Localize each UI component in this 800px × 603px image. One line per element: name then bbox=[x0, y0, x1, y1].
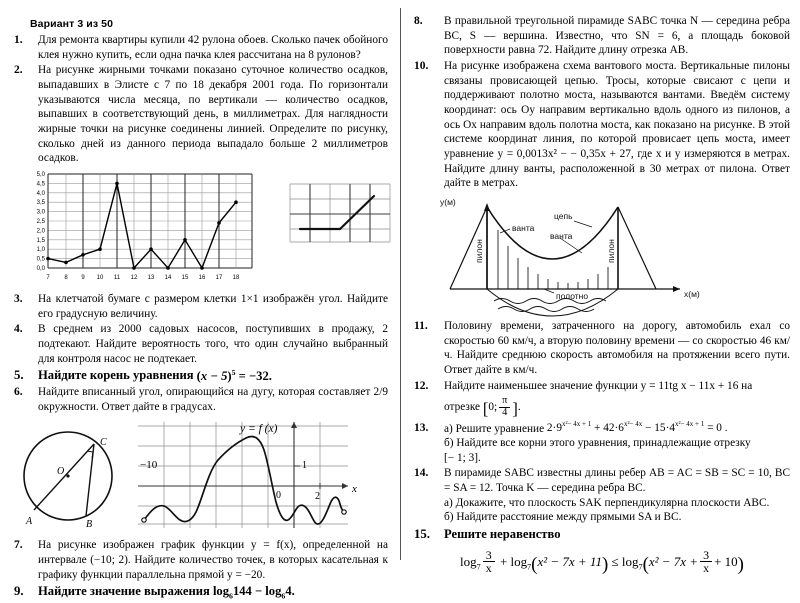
log-arg-2: 4 bbox=[285, 584, 292, 599]
problem-13-b-text: б) Найдите все корни этого уравнения, принадлежащие отрезку bbox=[444, 437, 751, 449]
problem-6 bbox=[14, 385, 388, 414]
problem-13-a-prefix: а) Решите уравнение bbox=[444, 422, 545, 435]
problem-9 bbox=[14, 583, 388, 602]
svg-text:0,5: 0,5 bbox=[36, 256, 45, 263]
tick-label-one: 1 bbox=[302, 460, 307, 472]
ineq-term-3-den: x bbox=[700, 561, 712, 575]
svg-text:2,5: 2,5 bbox=[36, 219, 45, 226]
problem-12 bbox=[414, 379, 790, 420]
chart-data-points bbox=[46, 182, 238, 270]
eq-term-1-exp: x²− 4x + 1 bbox=[561, 420, 592, 429]
problem-13-part-a bbox=[444, 421, 790, 436]
problem-7 bbox=[14, 538, 388, 582]
label-C: C bbox=[100, 437, 107, 449]
eq-term-2-coef: + 42·6 bbox=[594, 422, 624, 435]
bridge-pylon-label-right: пилон bbox=[606, 239, 616, 264]
problem-11-text: Половину времени, затраченного на дорогу, автомобиль ехал со скоростью 60 км/ч, а вторую половину времени — со скоростью 46 км/ч. Найдите среднюю скорость автомобиля на протяжении всего пути. Ответ дайте в км/ч. bbox=[444, 320, 790, 377]
problem-7-number: 7. bbox=[14, 539, 23, 552]
svg-text:3,0: 3,0 bbox=[36, 209, 45, 216]
problem-14-number: 14. bbox=[414, 467, 429, 480]
ineq-frac-num-1: 3 bbox=[485, 547, 492, 562]
problem-8-number: 8. bbox=[414, 15, 423, 27]
svg-text:4,0: 4,0 bbox=[36, 190, 45, 197]
bridge-y-label: y(м) bbox=[440, 197, 456, 208]
ineq-log-1 bbox=[460, 554, 481, 573]
chart-y-labels bbox=[37, 172, 46, 272]
problem-14-text bbox=[444, 466, 790, 525]
problem-5 bbox=[14, 367, 388, 384]
bridge-figure bbox=[432, 193, 790, 317]
problem-8 bbox=[414, 14, 790, 58]
problem-12-second: отрезке bbox=[444, 401, 481, 414]
svg-text:2,0: 2,0 bbox=[36, 228, 45, 235]
svg-text:15: 15 bbox=[181, 275, 189, 282]
ineq-plus: + log bbox=[499, 554, 528, 570]
circle-figure bbox=[14, 424, 126, 536]
problem-12-interval: [0; $\frac{\pi}{4}$ ]. bbox=[482, 395, 521, 419]
log-arg-1: 144 bbox=[232, 584, 252, 599]
problem-12-number: 12. bbox=[414, 379, 429, 392]
center-point bbox=[66, 475, 69, 478]
problem-5-text bbox=[38, 367, 388, 384]
problem-12-prefix: Найдите наименьшее значение функции y = 11tg x − 11x + 16 на bbox=[444, 379, 753, 392]
svg-text:8: 8 bbox=[64, 275, 68, 282]
bridge-x-label: x(м) bbox=[684, 289, 700, 300]
y-axis-arrow bbox=[291, 422, 297, 428]
problem-15-title: Решите неравенство bbox=[444, 527, 561, 542]
svg-text:4,5: 4,5 bbox=[36, 181, 45, 188]
problem-13-text bbox=[444, 421, 790, 466]
curve-label: y = f (x) bbox=[240, 423, 278, 436]
svg-text:5,0: 5,0 bbox=[36, 172, 45, 179]
svg-text:14: 14 bbox=[164, 275, 172, 282]
right-angle-mark bbox=[87, 451, 93, 458]
problem-13-equation bbox=[547, 422, 728, 434]
svg-text:12: 12 bbox=[130, 275, 138, 282]
svg-text:3,5: 3,5 bbox=[36, 200, 45, 207]
label-O: O bbox=[57, 466, 65, 478]
problem-6-number: 6. bbox=[14, 386, 23, 399]
log-base-1: 6 bbox=[229, 591, 233, 601]
problem-9-expression: $\log_6144 - \log_64$. bbox=[212, 584, 295, 601]
problem-5-prefix: Найдите корень уравнения bbox=[38, 368, 194, 383]
ineq-log-3 bbox=[621, 554, 643, 573]
svg-text:17: 17 bbox=[215, 275, 223, 282]
problem-10-number: 10. bbox=[414, 60, 429, 73]
ineq-base-2: 7 bbox=[527, 563, 532, 573]
ineq-leq: ≤ bbox=[611, 554, 619, 570]
label-B: B bbox=[86, 519, 93, 531]
svg-text:7: 7 bbox=[46, 275, 50, 282]
problem-9-tail: . bbox=[291, 584, 295, 599]
function-graph-figure bbox=[134, 416, 366, 536]
angle-grid-figure bbox=[288, 182, 392, 244]
eq-term-1-coef: 2·9 bbox=[546, 422, 562, 435]
svg-text:18: 18 bbox=[232, 275, 240, 282]
problem-12-interval-line bbox=[444, 396, 790, 419]
problem-11-number: 11. bbox=[414, 320, 428, 333]
problem-4-number: 4. bbox=[14, 323, 23, 336]
eq-term-3-coef: − 15·4 bbox=[645, 422, 675, 435]
problem-13-b-interval: [− 1; 3]. bbox=[444, 451, 481, 464]
ineq-log-label-1: log bbox=[460, 554, 477, 570]
problem-14-part-b: б) Найдите расстояние между прямыми SA и BC. bbox=[444, 511, 682, 524]
label-A: A bbox=[26, 516, 33, 528]
problem-3 bbox=[14, 292, 388, 321]
problem-2 bbox=[14, 63, 388, 166]
open-endpoint-right bbox=[342, 510, 346, 514]
axis-label-x: x bbox=[352, 483, 357, 496]
ineq-frac-den-1: x bbox=[483, 561, 495, 575]
interval-left: 0; bbox=[488, 401, 498, 414]
problem-5-base: x − 5 bbox=[200, 368, 228, 383]
ineq-base-1: 7 bbox=[476, 563, 481, 573]
svg-text:1,5: 1,5 bbox=[36, 237, 45, 244]
problem-9-number: 9. bbox=[14, 584, 24, 599]
problem-1-number: 1. bbox=[14, 34, 23, 46]
tick-label-minus10: −10 bbox=[140, 459, 158, 472]
chart-series-line bbox=[48, 183, 236, 268]
problem-5-equation: $(x - 5)^5 = -32$. bbox=[196, 367, 272, 383]
right-column bbox=[400, 0, 800, 577]
problem-9-prefix: Найдите значение выражения bbox=[38, 584, 210, 599]
problem-5-power: 5 bbox=[231, 367, 236, 377]
variant-label: Вариант 3 из 50 bbox=[30, 18, 114, 30]
bridge-pylon-label-left: пилон bbox=[474, 239, 484, 264]
svg-text:16: 16 bbox=[198, 275, 206, 282]
problem-4-text: В среднем из 2000 садовых насосов, поступивших в продажу, 2 подтекают. Найдите вероятность того, что один случайно выбранный для контроля насос не подтекает. bbox=[38, 323, 388, 365]
ineq-term-3b: + 10 bbox=[714, 554, 738, 570]
open-endpoint-left bbox=[142, 518, 146, 522]
svg-text:10: 10 bbox=[96, 275, 104, 282]
eq-term-3-exp: x²− 4x + 1 bbox=[674, 420, 705, 429]
ineq-log-label-3: log bbox=[621, 554, 639, 570]
interval-num: π bbox=[502, 395, 508, 407]
problem-7-text: На рисунке изображен график функции y = f(x), определенной на интервале (−10; 2). Найдите количество точек, в которых касательная к графику функции параллельна прямой y = −20. bbox=[38, 539, 388, 581]
svg-text:1,0: 1,0 bbox=[36, 247, 45, 254]
problem-5-value: = −32. bbox=[238, 368, 272, 383]
problem-5-number: 5. bbox=[14, 368, 24, 383]
problem-14 bbox=[414, 466, 790, 525]
angle-rays bbox=[300, 196, 374, 229]
problem-2-text: На рисунке жирными точками показано суточное количество осадков, выпадавших в Элисте с 7 по 18 декабря 2001 года. По горизонтали указываются числа месяца, по вертикали — количество осадков, выпавших в соответствующий день, в миллиметрах. Для наглядности жирные точки на рисунке соединены линией. Определите по рисунку, сколько дней из данного периода выпадало больше 2 миллиметров осадков. bbox=[38, 64, 388, 165]
problem-13-part-b bbox=[444, 436, 790, 451]
diameter-AC bbox=[34, 444, 94, 510]
problem-6-text: Найдите вписанный угол, опирающийся на дугу, которая составляет 2/9 окружности. Ответ дайте в градусах. bbox=[38, 386, 388, 413]
ineq-base-3: 7 bbox=[638, 563, 643, 573]
tick-label-two: 2 bbox=[315, 491, 320, 503]
bridge-stay-label-2: ванта bbox=[550, 231, 573, 242]
graph-gridlines bbox=[138, 422, 348, 528]
problem-10 bbox=[414, 59, 790, 191]
problem-15-inequality: $\log_7$ $\frac{3}{x}$ + $\log_7(x^2 - 7x + 11) \le \log_7(x^2 - 7x$ + $\frac{3}{x}$ + 10) bbox=[460, 547, 744, 576]
problem-3-text: На клетчатой бумаге с размером клетки 1×1 изображён угол. Найдите его градусную величину. bbox=[38, 293, 388, 320]
problem-12-text bbox=[444, 379, 790, 420]
ineq-term-2: x² − 7x + 11 bbox=[537, 554, 602, 570]
svg-text:9: 9 bbox=[81, 275, 85, 282]
problem-15 bbox=[414, 526, 790, 543]
problem-1-text: Для ремонта квартиры купили 42 рулона обоев. Сколько пачек обойного клея нужно купить, если одна пачка клея рассчитана на 8 рулонов? bbox=[38, 34, 388, 61]
bridge-chain-label: цепь bbox=[554, 211, 573, 222]
bridge-stay-label-1: ванта bbox=[512, 223, 535, 234]
problem-2-number: 2. bbox=[14, 64, 23, 77]
log-base-2: 6 bbox=[281, 591, 286, 601]
x-axis-arrow bbox=[342, 483, 348, 489]
function-curve bbox=[144, 437, 344, 525]
ineq-term-3a: x² − 7x + bbox=[648, 554, 699, 570]
problem-12-tail: . bbox=[517, 401, 521, 414]
problem-1 bbox=[14, 33, 388, 62]
problem-15-number: 15. bbox=[414, 527, 430, 542]
problem-4 bbox=[14, 322, 388, 366]
problem-8-text: В правильной треугольной пирамиде SABC точка N — середина ребра BC, S — вершина. Известно, что SN = 6, а площадь боковой поверхности равна 72. Найдите длину отрезка AB. bbox=[444, 15, 790, 57]
bridge-deck-label: полотно bbox=[556, 291, 589, 302]
eq-tail: = 0 . bbox=[707, 422, 728, 435]
problem-13-number: 13. bbox=[414, 421, 429, 434]
svg-text:0,0: 0,0 bbox=[36, 266, 45, 273]
eq-term-2-exp: x²− 4x bbox=[623, 420, 643, 429]
problem-13 bbox=[414, 421, 790, 466]
svg-text:13: 13 bbox=[147, 275, 155, 282]
interval-den: 4 bbox=[499, 407, 510, 419]
problem-3-number: 3. bbox=[14, 293, 23, 306]
tick-label-zero: 0 bbox=[276, 490, 281, 502]
problem-14-main: В пирамиде SABC известны длины ребер AB = AC = SB = SC = 10, BC = SA = 12. Точка K — середина ребра BC. bbox=[444, 467, 790, 495]
problem-14-part-a: а) Докажите, что плоскость SAK перпендикулярна плоскости ABC. bbox=[444, 496, 770, 509]
figures-row bbox=[14, 416, 388, 536]
ineq-term-3-num: 3 bbox=[703, 547, 710, 562]
problem-9-text bbox=[38, 583, 388, 602]
chart-x-labels bbox=[46, 275, 240, 281]
problem-10-text: На рисунке изображена схема вантового моста. Вертикальные пилоны связаны провисающей цепью. Тросы, которые свисают с цепи и поддерживают полотно моста, называются вантами. Введём систему координат: ось Oy направим вертикально вдоль одного из пилонов, а ось Ox направим вдоль полотна моста, как показано на рисунке. В этой системе координат линия, по которой провисает цепь моста, имеет уравнение y = 0,0013x² − − 0,35x + 27, где x и y измеряются в метрах. Найдите длину ванты, расположенной в 30 метрах от пилона. Ответ дайте в метрах. bbox=[444, 60, 790, 190]
svg-text:11: 11 bbox=[113, 275, 121, 282]
problem-11 bbox=[414, 319, 790, 378]
